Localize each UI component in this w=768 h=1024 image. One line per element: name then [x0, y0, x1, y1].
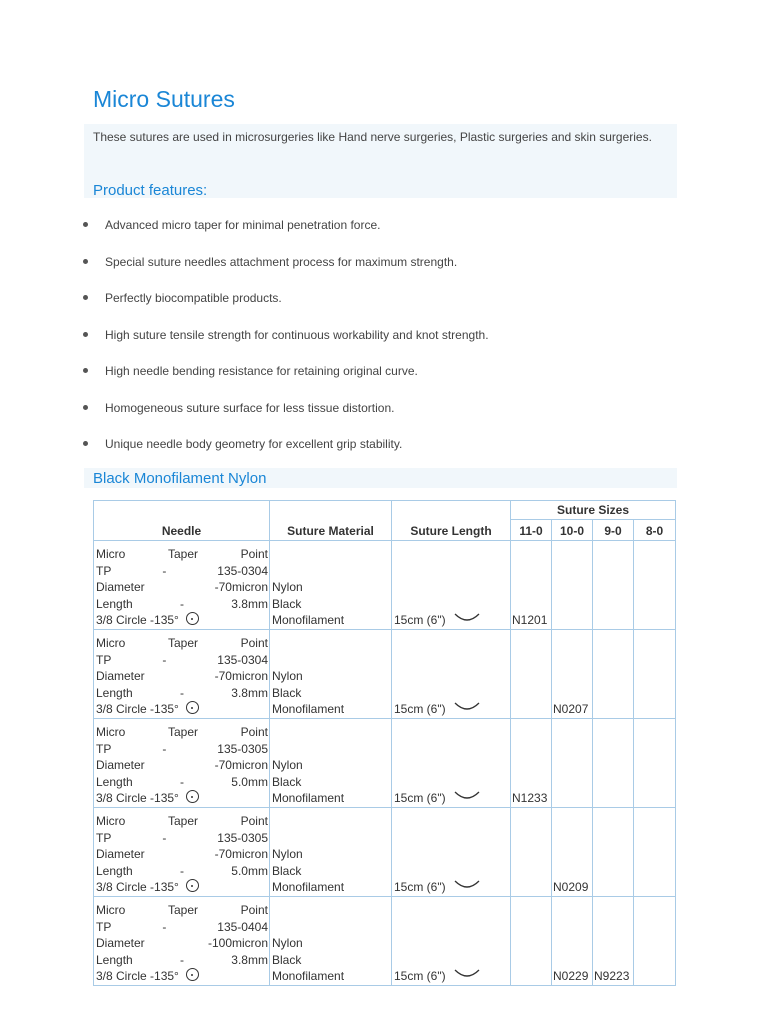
needle-spec-text: 135-0305 — [217, 830, 268, 845]
product-code-cell — [634, 630, 676, 719]
needle-spec-text: Diameter — [96, 847, 145, 862]
material-text: Black — [272, 774, 302, 789]
material-text: Nylon — [272, 847, 303, 862]
needle-spec-text: - — [180, 863, 184, 878]
needle-spec-text: Diameter — [96, 580, 145, 595]
needle-spec-text: TP — [96, 652, 112, 667]
product-code-cell — [552, 541, 593, 630]
table-row — [94, 897, 676, 986]
needle-spec-line — [96, 774, 268, 791]
bullet-dot-icon — [83, 441, 88, 446]
needle-spec-line — [96, 935, 268, 952]
product-code-cell: N0209 — [552, 808, 593, 897]
needle-spec-text: Diameter — [96, 936, 145, 951]
header-size-10-0: 10-0 — [552, 520, 593, 541]
length-cell — [392, 630, 511, 719]
features-list — [80, 209, 670, 465]
material-text: Nylon — [272, 580, 303, 595]
circle-dot-icon — [186, 612, 199, 625]
feature-text: Special suture needles attachment process for maximum strength. — [105, 254, 458, 269]
product-code-cell: N1233 — [511, 719, 552, 808]
feature-item — [80, 319, 670, 356]
length-text: 15cm (6") — [394, 969, 446, 984]
feature-item — [80, 355, 670, 392]
needle-spec-text: Point — [240, 636, 268, 651]
intro-paragraph: These sutures are used in microsurgeries like Hand nerve surgeries, Plastic surgeries and skin surgeries. — [93, 130, 652, 144]
feature-text: Advanced micro taper for minimal penetration force. — [105, 218, 381, 232]
feature-text: Perfectly biocompatible products. — [105, 291, 282, 305]
needle-shape-text: 3/8 Circle -135° — [96, 702, 179, 717]
needle-shape-line — [96, 612, 268, 629]
needle-spec-text: -70micron — [214, 580, 268, 595]
feature-item — [80, 428, 670, 465]
table-heading: Black Monofilament Nylon — [93, 470, 267, 487]
curve-icon — [454, 877, 480, 894]
product-code-cell: N0229 — [552, 897, 593, 986]
needle-spec-text: - — [162, 563, 167, 578]
needle-shape-text: 3/8 Circle -135° — [96, 613, 179, 628]
material-cell — [270, 808, 392, 897]
needle-spec-line — [96, 546, 268, 563]
feature-item — [80, 209, 670, 246]
product-code-cell — [634, 541, 676, 630]
needle-spec-line — [96, 863, 268, 880]
length-text: 15cm (6") — [394, 613, 446, 628]
length-cell — [392, 719, 511, 808]
needle-spec-text: Length — [96, 596, 133, 611]
needle-spec-text: Point — [240, 814, 268, 829]
feature-item — [80, 246, 670, 283]
needle-spec-line — [96, 846, 268, 863]
needle-spec-text: TP — [96, 830, 112, 845]
needle-spec-text: Point — [240, 547, 268, 562]
circle-dot-icon — [186, 790, 199, 803]
needle-cell — [94, 897, 270, 986]
header-size-11-0: 11-0 — [511, 520, 552, 541]
needle-spec-text: Micro — [96, 814, 126, 829]
needle-spec-text: 135-0304 — [217, 652, 268, 667]
material-cell — [270, 541, 392, 630]
curve-icon — [454, 966, 480, 983]
length-text: 15cm (6") — [394, 702, 446, 717]
needle-spec-line — [96, 596, 268, 613]
material-cell — [270, 897, 392, 986]
feature-text: Homogeneous suture surface for less tissue distortion. — [105, 400, 395, 415]
features-heading: Product features: — [93, 182, 208, 199]
needle-shape-text: 3/8 Circle -135° — [96, 791, 179, 806]
needle-spec-line — [96, 830, 268, 847]
needle-spec-text: 135-0305 — [217, 741, 268, 756]
needle-spec-text: -100micron — [207, 936, 268, 951]
needle-spec-text: 135-0404 — [217, 919, 268, 934]
needle-cell — [94, 541, 270, 630]
material-text: Monofilament — [272, 791, 345, 806]
curve-icon — [454, 610, 480, 627]
material-text: Nylon — [272, 936, 303, 951]
needle-spec-text: Length — [96, 685, 133, 700]
length-cell — [392, 808, 511, 897]
bullet-dot-icon — [83, 368, 88, 373]
length-text: 15cm (6") — [394, 791, 446, 806]
needle-cell — [94, 808, 270, 897]
needle-spec-line — [96, 635, 268, 652]
needle-shape-line — [96, 701, 268, 718]
header-needle: Needle — [94, 501, 270, 541]
bullet-dot-icon — [83, 259, 88, 264]
table-row — [94, 630, 676, 719]
needle-spec-line — [96, 579, 268, 596]
needle-spec-line — [96, 813, 268, 830]
needle-spec-text: Diameter — [96, 758, 145, 773]
product-code-cell — [634, 897, 676, 986]
bullet-dot-icon — [83, 405, 88, 410]
product-code-cell — [511, 808, 552, 897]
product-code-cell — [511, 630, 552, 719]
product-code-cell — [593, 541, 634, 630]
needle-spec-text: - — [162, 830, 167, 845]
needle-spec-text: - — [162, 919, 167, 934]
needle-spec-text: TP — [96, 563, 112, 578]
bullet-dot-icon — [83, 222, 88, 227]
material-text: Black — [272, 596, 302, 611]
needle-cell — [94, 719, 270, 808]
needle-cell — [94, 630, 270, 719]
circle-dot-icon — [186, 701, 199, 714]
product-code-cell — [552, 719, 593, 808]
needle-shape-line — [96, 968, 268, 985]
product-code-cell — [593, 808, 634, 897]
material-text: Monofilament — [272, 613, 345, 628]
product-code-cell — [593, 630, 634, 719]
feature-item — [80, 392, 670, 429]
material-text: Nylon — [272, 758, 303, 773]
needle-spec-line — [96, 919, 268, 936]
needle-spec-line — [96, 668, 268, 685]
needle-spec-text: Length — [96, 863, 133, 878]
needle-spec-text: Taper — [167, 636, 198, 651]
needle-spec-text: 3.8mm — [231, 952, 268, 967]
material-text: Black — [272, 863, 302, 878]
header-length: Suture Length — [392, 501, 511, 541]
material-text: Monofilament — [272, 969, 345, 984]
needle-spec-line — [96, 563, 268, 580]
material-text: Monofilament — [272, 702, 345, 717]
needle-spec-text: Taper — [167, 903, 198, 918]
needle-spec-text: TP — [96, 919, 112, 934]
needle-spec-text: - — [162, 741, 167, 756]
needle-spec-line — [96, 741, 268, 758]
needle-spec-text: Length — [96, 952, 133, 967]
circle-dot-icon — [186, 968, 199, 981]
needle-spec-text: - — [180, 596, 184, 611]
material-text: Black — [272, 685, 302, 700]
needle-spec-text: Micro — [96, 636, 126, 651]
product-table — [93, 500, 676, 986]
header-material: Suture Material — [270, 501, 392, 541]
needle-spec-line — [96, 652, 268, 669]
product-code-cell — [634, 719, 676, 808]
needle-spec-text: - — [162, 652, 167, 667]
needle-spec-text: Micro — [96, 903, 126, 918]
material-text: Monofilament — [272, 880, 345, 895]
header-size-9-0: 9-0 — [593, 520, 634, 541]
needle-shape-line — [96, 879, 268, 896]
product-code-cell — [634, 808, 676, 897]
material-text: Black — [272, 952, 302, 967]
needle-spec-text: Taper — [167, 814, 198, 829]
length-cell — [392, 897, 511, 986]
needle-spec-line — [96, 902, 268, 919]
bullet-dot-icon — [83, 295, 88, 300]
needle-spec-line — [96, 685, 268, 702]
needle-spec-text: Point — [240, 903, 268, 918]
needle-spec-text: Point — [240, 725, 268, 740]
header-size-8-0: 8-0 — [634, 520, 676, 541]
table-row — [94, 719, 676, 808]
needle-spec-text: Micro — [96, 547, 126, 562]
needle-spec-text: Taper — [167, 725, 198, 740]
feature-item — [80, 282, 670, 319]
feature-text: Unique needle body geometry for excellent grip stability. — [105, 437, 403, 451]
needle-spec-text: - — [180, 685, 184, 700]
circle-dot-icon — [186, 879, 199, 892]
length-text: 15cm (6") — [394, 880, 446, 895]
product-code-cell: N9223 — [593, 897, 634, 986]
product-code-cell — [511, 897, 552, 986]
page-title: Micro Sutures — [93, 86, 235, 112]
material-cell — [270, 630, 392, 719]
material-cell — [270, 719, 392, 808]
header-sizes: Suture Sizes — [511, 501, 676, 520]
feature-text: High suture tensile strength for continuous workability and knot strength. — [105, 327, 489, 342]
needle-spec-text: - — [180, 952, 184, 967]
needle-spec-text: 3.8mm — [231, 596, 268, 611]
needle-spec-line — [96, 952, 268, 969]
needle-spec-text: Diameter — [96, 669, 145, 684]
needle-shape-text: 3/8 Circle -135° — [96, 880, 179, 895]
curve-icon — [454, 699, 480, 716]
product-code-cell: N0207 — [552, 630, 593, 719]
needle-spec-text: TP — [96, 741, 112, 756]
needle-spec-text: -70micron — [214, 669, 268, 684]
needle-shape-text: 3/8 Circle -135° — [96, 969, 179, 984]
needle-spec-text: 5.0mm — [231, 774, 268, 789]
needle-spec-text: Taper — [167, 547, 198, 562]
curve-icon — [454, 788, 480, 805]
needle-spec-text: Micro — [96, 725, 126, 740]
needle-spec-text: -70micron — [214, 847, 268, 862]
needle-shape-line — [96, 790, 268, 807]
needle-spec-text: 135-0304 — [217, 563, 268, 578]
needle-spec-text: 3.8mm — [231, 685, 268, 700]
needle-spec-line — [96, 724, 268, 741]
needle-spec-line — [96, 757, 268, 774]
feature-text: High needle bending resistance for retaining original curve. — [105, 364, 418, 378]
length-cell — [392, 541, 511, 630]
needle-spec-text: Length — [96, 774, 133, 789]
needle-spec-text: -70micron — [214, 758, 268, 773]
needle-spec-text: - — [180, 774, 184, 789]
product-code-cell: N1201 — [511, 541, 552, 630]
bullet-dot-icon — [83, 332, 88, 337]
table-row — [94, 808, 676, 897]
table-row — [94, 541, 676, 630]
material-text: Nylon — [272, 669, 303, 684]
needle-spec-text: 5.0mm — [231, 863, 268, 878]
product-code-cell — [593, 719, 634, 808]
